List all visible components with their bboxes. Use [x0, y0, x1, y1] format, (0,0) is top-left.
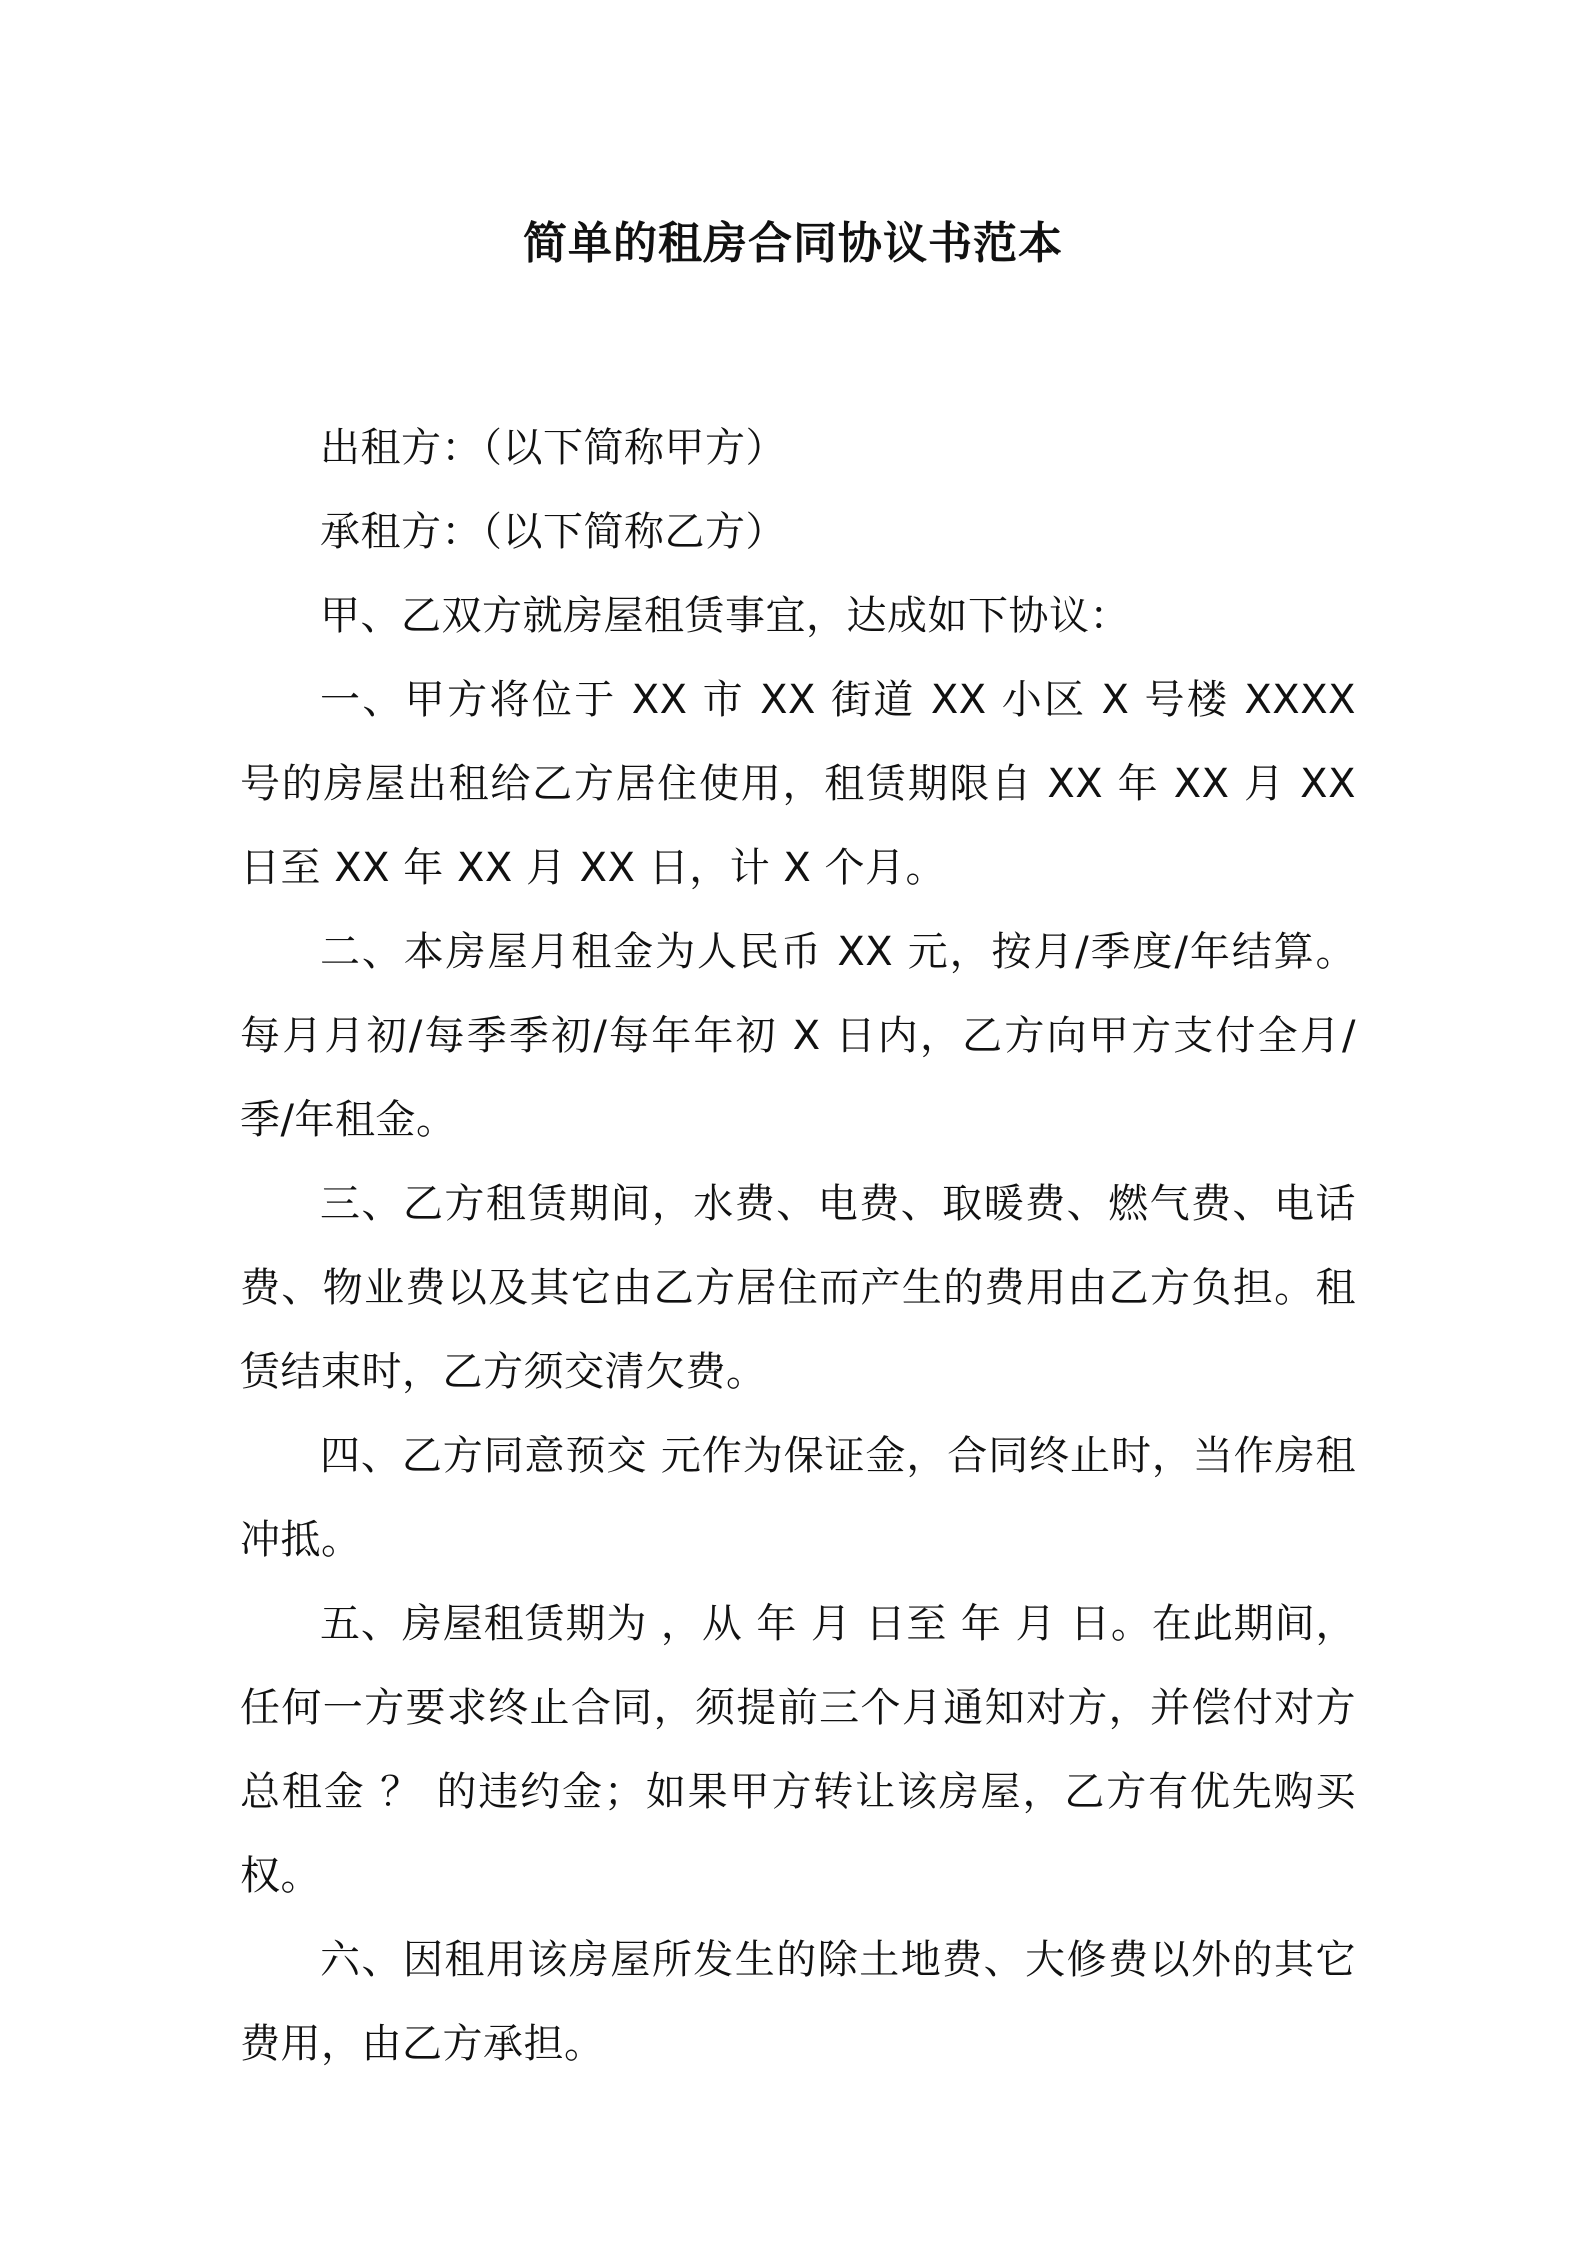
clause-3: 三、乙方租赁期间，水费、电费、取暖费、燃气费、电话费、物业费以及其它由乙方居住而产生的费用由乙方负担。租赁结束时，乙方须交清欠费。 [240, 1181, 1356, 1395]
clause-6: 六、因租用该房屋所发生的除土地费、大修费以外的其它费用，由乙方承担。 [240, 1937, 1356, 2067]
lessee-label: 承租方： [320, 509, 482, 555]
intro-paragraph: 甲、乙双方就房屋租赁事宜，达成如下协议： [320, 593, 1130, 639]
lessor-label: 出租方： [320, 425, 482, 471]
lessor-note: （以下简称甲方） [482, 425, 786, 471]
document-title: 简单的租房合同协议书范本 [523, 218, 1063, 269]
clause-2: 二、本房屋月租金为人民币 XX 元，按月/季度/年结算。每月月初/每季季初/每年年初 X 日内，乙方向甲方支付全月/季/年租金。 [240, 929, 1356, 1143]
clause-4: 四、乙方同意预交 元作为保证金，合同终止时，当作房租冲抵。 [240, 1433, 1356, 1563]
lessor-line [240, 406, 1356, 490]
lessee-line [240, 490, 1356, 574]
clause-1: 一、甲方将位于 XX 市 XX 街道 XX 小区 X 号楼 XXXX 号的房屋出租给乙方居住使用，租赁期限自 XX 年 XX 月 XX 日至 XX 年 XX 月 XX 日，计 X 个月。 [240, 677, 1356, 891]
clause-5: 五、房屋租赁期为 ，从 年 月 日至 年 月 日。在此期间，任何一方要求终止合同，须提前三个月通知对方，并偿付对方总租金 ？ 的违约金；如果甲方转让该房屋，乙方有优先购买权。 [240, 1601, 1356, 1899]
document-body [240, 406, 1356, 2086]
lessee-note: （以下简称乙方） [482, 509, 786, 555]
